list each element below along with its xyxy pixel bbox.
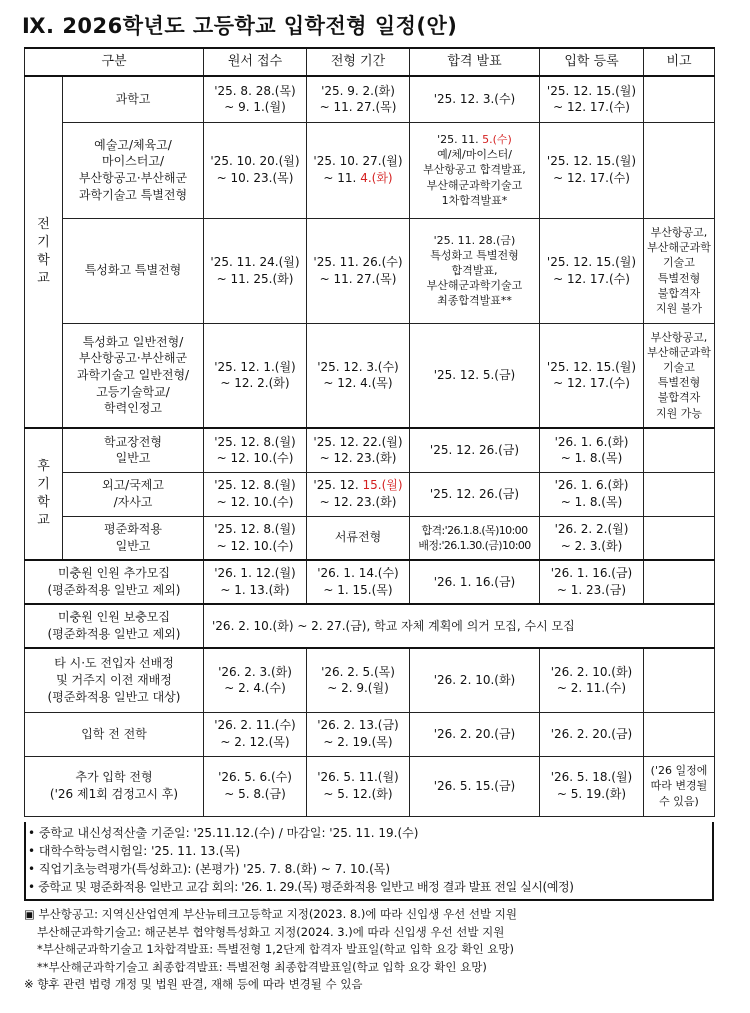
table-row bbox=[25, 516, 715, 560]
table-row bbox=[25, 472, 715, 516]
cell-register: '26. 1. 6.(화) ~ 1. 8.(목) bbox=[540, 472, 644, 516]
cell-announce: '26. 2. 10.(화) bbox=[410, 648, 540, 712]
table-row bbox=[25, 122, 715, 218]
table-row bbox=[25, 76, 715, 122]
row-name: 미충원 인원 보충모집 (평준화적용 일반고 제외) bbox=[25, 604, 204, 648]
cell-period: '25. 12. 22.(월) ~ 12. 23.(화) bbox=[307, 428, 410, 472]
cell-apply: '25. 12. 8.(월) ~ 12. 10.(수) bbox=[204, 472, 307, 516]
cell-note bbox=[644, 560, 715, 604]
announce-highlight: 5.(수) bbox=[482, 133, 512, 147]
table-row bbox=[25, 560, 715, 604]
row-name: 추가 입학 전형 ('26 제1회 검정고시 후) bbox=[25, 756, 204, 816]
cell-announce: '25. 12. 26.(금) bbox=[410, 472, 540, 516]
cell-register: '26. 1. 6.(화) ~ 1. 8.(목) bbox=[540, 428, 644, 472]
header-announce: 합격 발표 bbox=[410, 48, 540, 76]
cell-announce: '25. 12. 26.(금) bbox=[410, 428, 540, 472]
cell-announce: '26. 1. 16.(금) bbox=[410, 560, 540, 604]
announce-detail: 예/체/마이스터/ 부산항공고 합격발표, 부산해군과학기술고 1차합격발표* bbox=[423, 148, 526, 207]
cell-register: '26. 2. 20.(금) bbox=[540, 712, 644, 756]
cell-note: 부산항공고, 부산해군과학 기술고 특별전형 불합격자 지원 가능 bbox=[644, 323, 715, 428]
header-register: 입학 등록 bbox=[540, 48, 644, 76]
row-name: 특성화고 일반전형/ 부산항공고·부산해군 과학기술고 일반전형/ 고등기술학교/ 학력인정고 bbox=[63, 323, 204, 428]
period-text: '25. 10. 27.(월) ~ 11. bbox=[313, 154, 403, 185]
cell-period bbox=[307, 122, 410, 218]
cell-register: '25. 12. 15.(월) ~ 12. 17.(수) bbox=[540, 122, 644, 218]
notes-box bbox=[24, 822, 714, 901]
cell-period: '26. 2. 5.(목) ~ 2. 9.(월) bbox=[307, 648, 410, 712]
table-row bbox=[25, 218, 715, 323]
cell-period: '25. 11. 26.(수) ~ 11. 27.(목) bbox=[307, 218, 410, 323]
period-text: '25. 12. bbox=[313, 478, 363, 493]
cell-register: '25. 12. 15.(월) ~ 12. 17.(수) bbox=[540, 323, 644, 428]
cell-note bbox=[644, 516, 715, 560]
cell-apply: '25. 12. 8.(월) ~ 12. 10.(수) bbox=[204, 516, 307, 560]
cell-period: '26. 2. 13.(금) ~ 2. 19.(목) bbox=[307, 712, 410, 756]
note-item: • 대학수학능력시험일: '25. 11. 13.(목) bbox=[28, 844, 241, 858]
cell-note bbox=[644, 428, 715, 472]
cell-announce bbox=[410, 122, 540, 218]
note-item: • 중학교 및 평준화적용 일반고 교감 회의: '26. 1. 29.(목) 평준화적용 일반고 배정 결과 발표 전일 실시(예정) bbox=[28, 880, 574, 894]
group-late: 후 기 학 교 bbox=[25, 428, 63, 560]
cell-note bbox=[644, 122, 715, 218]
cell-apply: '26. 2. 11.(수) ~ 2. 12.(목) bbox=[204, 712, 307, 756]
cell-apply: '25. 12. 1.(월) ~ 12. 2.(화) bbox=[204, 323, 307, 428]
cell-register: '26. 2. 2.(월) ~ 2. 3.(화) bbox=[540, 516, 644, 560]
row-name: 외고/국제고 /자사고 bbox=[63, 472, 204, 516]
cell-announce: 합격:'26.1.8.(목)10:00 배정:'26.1.30.(금)10:00 bbox=[410, 516, 540, 560]
row-name: 학교장전형 일반고 bbox=[63, 428, 204, 472]
cell-merged: '26. 2. 10.(화) ~ 2. 27.(금), 학교 자체 계획에 의거 모집, 수시 모집 bbox=[204, 604, 715, 648]
cell-period: '25. 12. 3.(수) ~ 12. 4.(목) bbox=[307, 323, 410, 428]
note-item: • 직업기초능력평가(특성화고): (본평가) '25. 7. 8.(화) ~ 7. 10.(목) bbox=[28, 862, 391, 876]
cell-apply: '26. 2. 3.(화) ~ 2. 4.(수) bbox=[204, 648, 307, 712]
footnote-item: ※ 향후 관련 법령 개정 및 법원 판결, 재해 등에 따라 변경될 수 있음 bbox=[24, 977, 363, 991]
table-row bbox=[25, 323, 715, 428]
cell-apply: '25. 11. 24.(월) ~ 11. 25.(화) bbox=[204, 218, 307, 323]
cell-note: 부산항공고, 부산해군과학 기술고 특별전형 불합격자 지원 불가 bbox=[644, 218, 715, 323]
footnote-item: 부산해군과학기술고: 해군본부 협약형특성화고 지정(2024. 3.)에 따라 신입생 우선 선발 지원 bbox=[37, 924, 505, 939]
row-name: 과학고 bbox=[63, 76, 204, 122]
row-name: 특성화고 특별전형 bbox=[63, 218, 204, 323]
cell-period: 서류전형 bbox=[307, 516, 410, 560]
header-note: 비고 bbox=[644, 48, 715, 76]
cell-apply: '25. 8. 28.(목) ~ 9. 1.(월) bbox=[204, 76, 307, 122]
note-item: • 중학교 내신성적산출 기준일: '25.11.12.(수) / 마감일: '25. 11. 19.(수) bbox=[28, 826, 419, 840]
cell-register: '26. 1. 16.(금) ~ 1. 23.(금) bbox=[540, 560, 644, 604]
footnote-item: ▣ 부산항공고: 지역신산업연계 부산뉴테크고등학교 지정(2023. 8.)에 따라 신입생 우선 선발 지원 bbox=[24, 907, 517, 921]
table-row bbox=[25, 648, 715, 712]
cell-period: '25. 9. 2.(화) ~ 11. 27.(목) bbox=[307, 76, 410, 122]
group-early: 전 기 학 교 bbox=[25, 76, 63, 428]
header-row bbox=[25, 48, 715, 76]
cell-note bbox=[644, 472, 715, 516]
header-category: 구분 bbox=[25, 48, 204, 76]
table-row bbox=[25, 604, 715, 648]
cell-register: '25. 12. 15.(월) ~ 12. 17.(수) bbox=[540, 76, 644, 122]
cell-note: ('26 일정에 따라 변경될 수 있음) bbox=[644, 756, 715, 816]
period-highlight: 4.(화) bbox=[360, 171, 393, 185]
table-row bbox=[25, 756, 715, 816]
schedule-table bbox=[24, 47, 715, 817]
header-period: 전형 기간 bbox=[307, 48, 410, 76]
cell-note bbox=[644, 712, 715, 756]
header-apply: 원서 접수 bbox=[204, 48, 307, 76]
footnotes bbox=[24, 906, 724, 994]
cell-apply: '25. 12. 8.(월) ~ 12. 10.(수) bbox=[204, 428, 307, 472]
cell-apply: '26. 1. 12.(월) ~ 1. 13.(화) bbox=[204, 560, 307, 604]
cell-period bbox=[307, 472, 410, 516]
footnote-item: *부산해군과학기술고 1차합격발표: 특별전형 1,2단계 합격자 발표일(학교 입학 요강 확인 요망) bbox=[37, 942, 515, 956]
announce-text: '25. 11. bbox=[437, 133, 483, 147]
row-name: 미충원 인원 추가모집 (평준화적용 일반고 제외) bbox=[25, 560, 204, 604]
cell-apply: '25. 10. 20.(월) ~ 10. 23.(목) bbox=[204, 122, 307, 218]
table-row bbox=[25, 712, 715, 756]
row-name: 예술고/체육고/ 마이스터고/ 부산항공고·부산해군 과학기술고 특별전형 bbox=[63, 122, 204, 218]
cell-announce: '26. 5. 15.(금) bbox=[410, 756, 540, 816]
table-row bbox=[25, 428, 715, 472]
period-end: ~ 12. 23.(화) bbox=[319, 495, 397, 509]
cell-note bbox=[644, 76, 715, 122]
cell-apply: '26. 5. 6.(수) ~ 5. 8.(금) bbox=[204, 756, 307, 816]
cell-register: '26. 2. 10.(화) ~ 2. 11.(수) bbox=[540, 648, 644, 712]
footnote-item: **부산해군과학기술고 최종합격발표: 특별전형 최종합격발표일(학교 입학 요강 확인 요망) bbox=[37, 959, 487, 974]
cell-register: '25. 12. 15.(월) ~ 12. 17.(수) bbox=[540, 218, 644, 323]
cell-register: '26. 5. 18.(월) ~ 5. 19.(화) bbox=[540, 756, 644, 816]
row-name: 입학 전 전학 bbox=[25, 712, 204, 756]
row-name: 평준화적용 일반고 bbox=[63, 516, 204, 560]
period-highlight: 15.(월) bbox=[362, 478, 403, 493]
cell-announce: '25. 12. 3.(수) bbox=[410, 76, 540, 122]
cell-period: '26. 5. 11.(월) ~ 5. 12.(화) bbox=[307, 756, 410, 816]
cell-announce: '25. 11. 28.(금) 특성화고 특별전형 합격발표, 부산해군과학기술고 최종합격발표** bbox=[410, 218, 540, 323]
row-name: 타 시·도 전입자 선배정 및 거주지 이전 재배정 (평준화적용 일반고 대상) bbox=[25, 648, 204, 712]
cell-announce: '25. 12. 5.(금) bbox=[410, 323, 540, 428]
cell-period: '26. 1. 14.(수) ~ 1. 15.(목) bbox=[307, 560, 410, 604]
cell-note bbox=[644, 648, 715, 712]
cell-announce: '26. 2. 20.(금) bbox=[410, 712, 540, 756]
page-title: Ⅸ. 2026학년도 고등학교 입학전형 일정(안) bbox=[22, 14, 458, 38]
